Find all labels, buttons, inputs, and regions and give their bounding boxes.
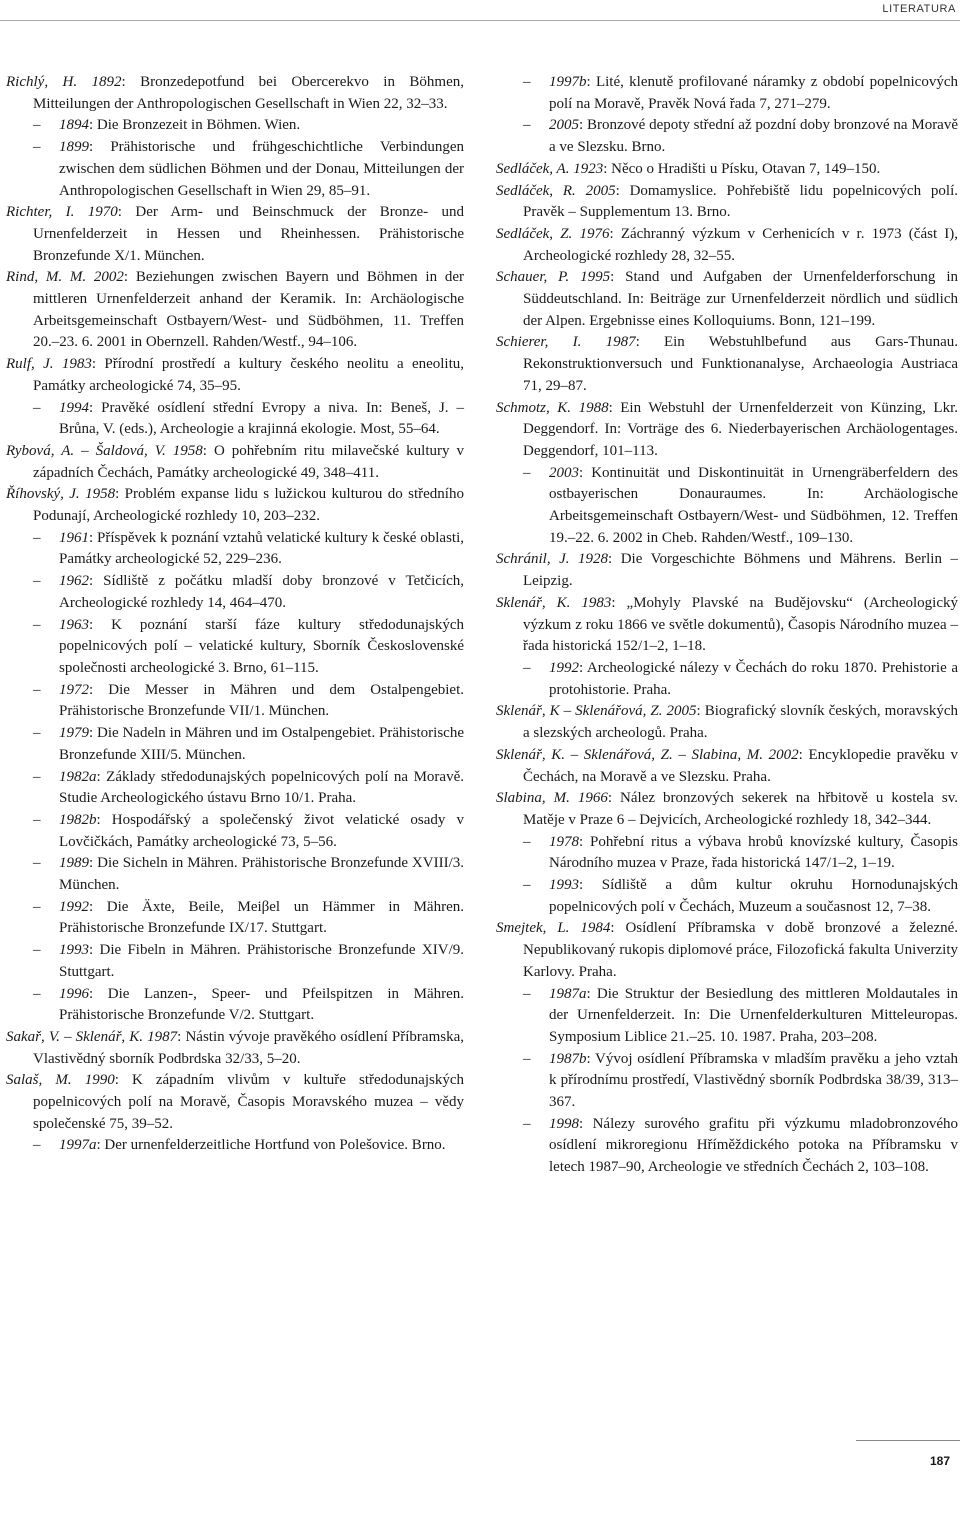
running-head: LITERATURA [882, 3, 956, 15]
entry-year: 1958 [85, 486, 116, 503]
bibliography-column-right [496, 72, 958, 1179]
entry-year: 1987 [147, 1028, 178, 1045]
entry-year: 2002 [768, 746, 799, 763]
bibliography-entry [6, 853, 464, 896]
repeat-author-dash: – [523, 1050, 531, 1067]
entry-year: 2003 [549, 464, 579, 481]
entry-text: : Die Struktur der Besiedlung des mittleren Moldautales in der Urnenfelderzeit. In: Die Urnenfelderkulturen Mitteleuropas. Symposium Liblice 21.–25. 10. 1987. Praha, 203–208. [549, 985, 958, 1045]
entry-text: : Přírodní prostředí a kultury českého neolitu a eneolitu, Památky archeologické 74, 35–95. [33, 356, 465, 394]
bibliography-entry [496, 159, 958, 181]
entry-text: : Vývoj osídlení Příbramska v mladším pravěku a jeho vztah k přírodnímu prostředí, Vlastivědný sborník Podbrdska 38/39, 313–367. [549, 1050, 958, 1111]
bibliography-entry [496, 267, 958, 332]
entry-year: 1983 [581, 594, 612, 611]
bibliography-entry [6, 723, 464, 766]
bibliography-entry [6, 267, 464, 354]
bibliography-entry [6, 810, 464, 853]
entry-author: Říhovský, J. [6, 486, 80, 503]
entry-year: 1962 [59, 573, 89, 590]
entry-author: Schierer, I. [496, 334, 582, 351]
footer-rule [856, 1440, 960, 1441]
entry-year: 2005 [666, 703, 697, 720]
entry-text: : Sídliště a dům kultur okruhu Hornodunajských popelnicových polí v Čechách, Muzeum a současnost 12, 7–38. [549, 877, 958, 915]
bibliography-entry [6, 115, 464, 137]
entry-text: : Bronzedepotfund bei Obercerekvo in Böhmen, Mitteilungen der Anthropologischen Gesellschaft in Wien 22, 32–33. [33, 74, 464, 112]
entry-year: 1996 [59, 985, 89, 1002]
entry-text: : Biografický slovník českých, moravských a slezských archeologů. Praha. [523, 703, 958, 742]
repeat-author-dash: – [33, 898, 41, 915]
bibliography-entry [6, 615, 464, 680]
entry-year: 1993 [549, 877, 579, 894]
bibliography-entry [6, 1070, 464, 1135]
entry-text: : Prähistorische und frühgeschichtliche Verbindungen zwischen dem südlichen Böhmen und der Donau, Mitteilungen der Anthropologischen Gesellschaft in Wien 29, 85–91. [59, 139, 464, 199]
entry-year: 1997b [549, 74, 587, 90]
entry-text: : „Mohyly Plavské na Budějovsku“ (Archeologický výzkum z roku 1866 ve světle dokumentů), Časopis Národního muzea – řada historická 152/1–2, 1–18. [523, 594, 959, 655]
entry-author: Sklenář, K. – Sklenářová, Z. – Slabina, M. [496, 746, 763, 763]
entry-text: : Archeologické nálezy v Čechách do roku 1870. Prehistorie a protohistorie. Praha. [549, 659, 958, 698]
entry-author: Sklenář, K. [496, 594, 571, 611]
entry-year: 1992 [59, 898, 89, 915]
bibliography-entry [496, 875, 958, 918]
repeat-author-dash: – [523, 877, 531, 894]
repeat-author-dash: – [523, 833, 531, 850]
repeat-author-dash: – [523, 464, 531, 481]
entry-text: : Encyklopedie pravěku v Čechách, na Moravě a ve Slezsku. Praha. [523, 746, 959, 785]
bibliography-entry [496, 658, 958, 701]
entry-text: : O pohřebním ritu milavečské kultury v západních Čechách, Památky archeologické 49, 348–411. [33, 442, 465, 481]
bibliography-entry [6, 484, 464, 527]
bibliography-entry [6, 528, 464, 571]
bibliography-entry [496, 701, 958, 744]
bibliography-entry [496, 832, 958, 875]
entry-author: Salaš, M. [6, 1072, 72, 1089]
bibliography-entry [6, 984, 464, 1027]
repeat-author-dash: – [33, 117, 41, 134]
page-number: 187 [929, 1454, 950, 1468]
entry-text: : K západním vlivům v kultuře středodunajských popelnicových polí na Moravě, Časopis Moravského muzea – vědy společenské 75, 39–52. [33, 1072, 465, 1132]
repeat-author-dash: – [523, 985, 531, 1002]
bibliography-entry [6, 1027, 464, 1070]
entry-author: Sedláček, A. [496, 160, 570, 177]
repeat-author-dash: – [523, 1115, 531, 1132]
repeat-author-dash: – [33, 616, 41, 633]
bibliography-entry [6, 897, 464, 940]
entry-author: Schauer, P. [496, 269, 570, 286]
repeat-author-dash: – [33, 985, 41, 1002]
entry-year: 1892 [91, 74, 122, 90]
entry-text: : Příspěvek k poznání vztahů velatické kultury k české oblasti, Památky archeologické 52, 229–236. [59, 529, 464, 568]
entry-year: 1993 [59, 942, 89, 959]
bibliography-entry [6, 72, 464, 115]
repeat-author-dash: – [523, 117, 531, 134]
entry-year: 2005 [585, 182, 616, 199]
repeat-author-dash: – [33, 573, 41, 590]
bibliography-entry [6, 137, 464, 202]
header-rule [0, 20, 960, 21]
repeat-author-dash: – [33, 725, 41, 742]
entry-author: Rind, M. M. [6, 269, 87, 286]
entry-author: Smejtek, L. [496, 920, 570, 937]
bibliography-column-left [6, 72, 464, 1157]
repeat-author-dash: – [33, 942, 41, 959]
bibliography-entry [496, 984, 958, 1049]
bibliography-entry [496, 745, 958, 788]
repeat-author-dash: – [33, 811, 41, 828]
entry-text: : Domamyslice. Pohřebiště lidu popelnicových polí. Pravěk – Supplementum 13. Brno. [523, 182, 958, 221]
bibliography-entry [6, 441, 464, 484]
entry-year: 1979 [59, 725, 89, 742]
entry-text: : Ein Webstuhlbefund aus Gars-Thunau. Rekonstruktionversuch und Funktionanalyse, Archaeologia Austriaca 71, 29–87. [523, 334, 959, 394]
entry-text: : Die Sicheln in Mähren. Prähistorische Bronzefunde XVIII/3. München. [59, 855, 464, 894]
entry-author: Rulf, J. [6, 356, 54, 373]
bibliography-entry [496, 398, 958, 463]
entry-year: 1992 [549, 659, 579, 676]
entry-author: Sedláček, Z. [496, 225, 573, 242]
entry-author: Schránil, J. [496, 551, 570, 568]
entry-text: : Nález bronzových sekerek na hřbitově u kostela sv. Matěje v Praze 6 – Dejvicích, Archeologické rozhledy 18, 342–344. [523, 790, 958, 828]
repeat-author-dash: – [523, 74, 531, 90]
entry-text: : Die Lanzen-, Speer- und Pfeilspitzen in Mähren. Prähistorische Bronzefunde V/2. Stuttgart. [59, 985, 464, 1024]
entry-year: 1987 [605, 334, 636, 351]
entry-year: 1998 [549, 1115, 579, 1132]
entry-text: : Problém expanse lidu s lužickou kulturou do středního Podunají, Archeologické rozhledy 10, 203–232. [33, 486, 464, 525]
entry-text: : Sídliště z počátku mladší doby bronzové v Tetčicích, Archeologické rozhledy 14, 464–470. [59, 573, 464, 611]
bibliography-entry [6, 398, 464, 441]
entry-year: 1987a [549, 985, 587, 1002]
bibliography-entry [6, 940, 464, 983]
entry-text: : Die Äxte, Beile, Meiβel un Hämmer in Mähren. Prähistorische Bronzefunde IX/17. Stuttgart. [59, 898, 464, 937]
bibliography-entry [496, 72, 958, 115]
entry-year: 1984 [580, 920, 611, 937]
repeat-author-dash: – [33, 529, 41, 546]
entry-year: 1988 [578, 399, 609, 416]
entry-text: : K poznání starší fáze kultury středodunajských popelnicových polí – velatické kultury, Sborník Československé společnosti archeologické 3. Brno, 61–115. [59, 616, 464, 676]
entry-year: 1966 [577, 790, 608, 807]
bibliography-entry [496, 1049, 958, 1114]
entry-text: : Hospodářský a společenský život velatické osady v Lovčičkách, Památky archeologické 73, 5–56. [59, 811, 464, 850]
entry-year: 1894 [59, 117, 89, 134]
entry-text: : Die Fibeln in Mähren. Prähistorische Bronzefunde XIV/9. Stuttgart. [59, 942, 464, 980]
entry-text: : Pravěké osídlení střední Evropy a niva. In: Beneš, J. – Brůna, V. (eds.), Archeologie a krajinná ekologie. Most, 55–64. [59, 399, 464, 438]
entry-year: 1972 [59, 681, 89, 698]
entry-text: : Beziehungen zwischen Bayern und Böhmen in der mittleren Urnenfelderzeit anhand der Keramik. In: Archäologische Arbeitsgemeinschaft Ostbayern/West- und Südböhmen, 11. Treffen 20.–23. 6. 2001 in Obernzell. Rahden/Westf., 94–106. [33, 269, 465, 351]
bibliography-entry [6, 571, 464, 614]
bibliography-entry [6, 202, 464, 267]
bibliography-entry [6, 354, 464, 397]
entry-year: 1976 [579, 225, 610, 242]
entry-text: : Pohřební ritus a výbava hrobů knovízské kultury, Časopis Národního muzea v Praze, řada historická 147/1–2, 1–19. [549, 833, 958, 872]
repeat-author-dash: – [33, 139, 41, 156]
repeat-author-dash: – [33, 768, 41, 785]
entry-year: 1994 [59, 399, 89, 416]
entry-year: 1989 [59, 855, 89, 872]
repeat-author-dash: – [33, 1137, 41, 1154]
entry-text: : Stand und Aufgaben der Urnenfelderforschung in Süddeutschland. In: Beiträge zur Urnenfelderzeit nördlich und südlich der Alpen. Ergebnisse eines Kolloquiums. Bonn, 121–199. [523, 269, 958, 329]
entry-year: 1997a [59, 1137, 97, 1154]
entry-text: : Osídlení Příbramska v době bronzové a železné. Nepublikovaný rukopis diplomové práce, Filozofická fakulta Univerzity Karlovy. Praha. [523, 920, 959, 980]
entry-year: 1958 [172, 442, 203, 459]
entry-year: 1982a [59, 768, 97, 785]
entry-year: 1995 [580, 269, 611, 286]
entry-author: Slabina, M. [496, 790, 570, 807]
entry-author: Richter, I. [6, 204, 75, 221]
entry-text: : Die Vorgeschichte Böhmens und Mährens. Berlin – Leipzig. [523, 551, 958, 590]
entry-text: : Lité, klenutě profilované náramky z období popelnicových polí na Moravě, Pravěk Nová řada 7, 271–279. [549, 74, 958, 112]
bibliography-entry [496, 549, 958, 592]
entry-year: 1982b [59, 811, 97, 828]
bibliography-entry [496, 1114, 958, 1179]
entry-text: : Nálezy surového grafitu při výzkumu mladobronzového osídlení mikroregionu Hříměždického potoka na Příbramsku v letech 1987–90, Archeologie ve středních Čechách 2, 103–108. [549, 1115, 958, 1176]
entry-author: Richlý, H. [6, 74, 78, 90]
entry-text: : Bronzové depoty střední až pozdní doby bronzové na Moravě a ve Slezsku. Brno. [549, 117, 958, 156]
entry-year: 1928 [578, 551, 609, 568]
entry-text: : Ein Webstuhl der Urnenfelderzeit von Künzing, Lkr. Deggendorf. In: Vorträge des 6. Niederbayerischen Archäologentages. Deggendorf, 101–113. [523, 399, 959, 459]
entry-year: 2005 [549, 117, 579, 134]
entry-year: 1899 [59, 139, 89, 156]
entry-author: Sedláček, R. [496, 182, 576, 199]
entry-text: : Nástin vývoje pravěkého osídlení Příbramska, Vlastivědný sborník Podbrdska 32/33, 5–20. [33, 1028, 464, 1067]
bibliography-entry [496, 788, 958, 831]
entry-year: 1978 [549, 833, 579, 850]
entry-text: : Die Messer in Mähren und dem Ostalpengebiet. Prähistorische Bronzefunde VII/1. München. [59, 681, 464, 720]
entry-author: Sakař, V. – Sklenář, K. [6, 1028, 144, 1045]
entry-author: Schmotz, K. [496, 399, 572, 416]
entry-text: : Die Bronzezeit in Böhmen. Wien. [89, 117, 301, 134]
entry-year: 1963 [59, 616, 89, 633]
entry-year: 1970 [87, 204, 118, 221]
entry-year: 1923 [573, 160, 604, 177]
bibliography-entry [496, 463, 958, 550]
entry-text: : Něco o Hradišti u Písku, Otavan 7, 149–150. [603, 160, 881, 177]
bibliography-entry [496, 918, 958, 983]
entry-year: 1990 [84, 1072, 115, 1089]
entry-text: : Záchranný výzkum v Cerhenicích v r. 1973 (část I), Archeologické rozhledy 28, 32–55. [523, 225, 959, 264]
entry-text: : Der Arm- und Beinschmuck der Bronze- und Urnenfelderzeit in Hessen und Rheinhessen. Prähistorische Bronzefunde X/1. München. [33, 204, 465, 264]
entry-text: : Der urnenfelderzeitliche Hortfund von Polešovice. Brno. [96, 1137, 446, 1154]
repeat-author-dash: – [33, 399, 41, 416]
bibliography-entry [496, 593, 958, 658]
bibliography-entry [6, 1135, 464, 1157]
bibliography-entry [496, 332, 958, 397]
repeat-author-dash: – [33, 855, 41, 872]
entry-text: : Die Nadeln in Mähren und im Ostalpengebiet. Prähistorische Bronzefunde XIII/5. München. [59, 725, 464, 763]
entry-year: 2002 [93, 269, 124, 286]
repeat-author-dash: – [33, 681, 41, 698]
entry-text: : Kontinuität und Diskontinuität in Urnengräberfeldern des ostbayerischen Donauraumes. In: Archäologische Arbeitsgemeinschaft Ostbayern/West- und Südböhmen, 12. Treffen 19.–22. 6. 2002 in Cheb. Rahden/Westf., 109–130. [549, 464, 958, 546]
entry-year: 1987b [549, 1050, 587, 1067]
bibliography-entry [496, 224, 958, 267]
repeat-author-dash: – [523, 659, 531, 676]
entry-author: Sklenář, K – Sklenářová, Z. [496, 703, 663, 720]
entry-text: : Základy středodunajských popelnicových polí na Moravě. Studie Archeologického ústavu Brno 10/1. Praha. [59, 768, 464, 807]
entry-year: 1983 [61, 356, 92, 373]
bibliography-entry [6, 680, 464, 723]
bibliography-entry [496, 181, 958, 224]
bibliography-entry [6, 767, 464, 810]
entry-year: 1961 [59, 529, 89, 546]
entry-author: Rybová, A. – Šaldová, V. [6, 442, 166, 459]
bibliography-entry [496, 115, 958, 158]
